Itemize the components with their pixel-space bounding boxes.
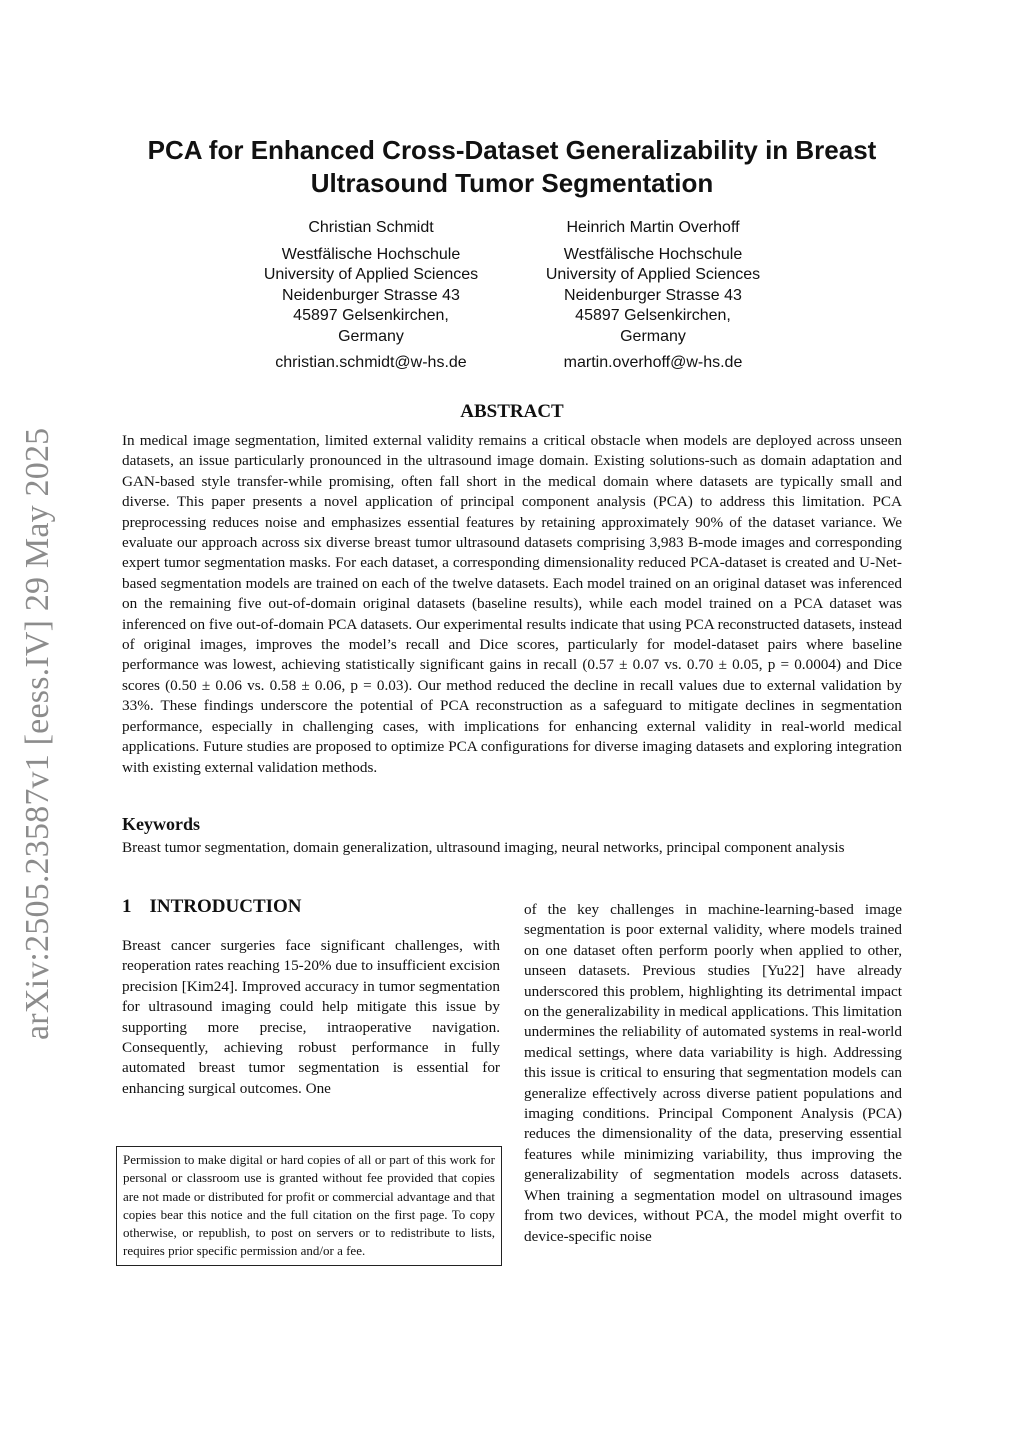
author-affiliation-line: University of Applied Sciences <box>545 266 761 283</box>
author-affiliation-line: University of Applied Sciences <box>263 266 479 283</box>
author-email: martin.overhoff@w-hs.de <box>563 354 743 371</box>
keywords-heading: Keywords <box>122 814 200 834</box>
author-affiliation-line: Germany <box>338 327 404 345</box>
author-email: christian.schmidt@w-hs.de <box>275 354 467 371</box>
section-heading-introduction <box>122 896 302 918</box>
arxiv-identifier-stamp: arXiv:2505.23587v1 [eess.IV] 29 May 2025 <box>19 427 56 1040</box>
abstract-text: In medical image segmentation, limited external validity remains a critical obstacle when models are deployed across unseen datasets, an issue particularly pronounced in the ultrasound image domain. Existing solutions-such as domain adaptation and GAN-based style transfer-while promising, often fall short in the medical domain where datasets are typically small and diverse. This paper presents a novel application of principal component analysis (PCA) to address this limitation. PCA preprocessing reduces noise and emphasizes essential features by retaining approximately 90% of the dataset variance. We evaluate our approach across six diverse breast tumor ultrasound datasets comprising 3,983 B-mode images and corresponding expert tumor segmentation masks. For each dataset, a corresponding dimensionality reduced PCA-dataset is created and U-Net-based segmentation models are trained on each of the twelve datasets. Each model trained on an original dataset was inferenced on the remaining five out-of-domain original datasets (baseline results), while each model trained on a PCA dataset was inferenced on five out-of-domain PCA datasets. Our experimental results indicate that using PCA reconstructed datasets, instead of original images, improves the model’s recall and Dice scores, particularly for model-dataset pairs where baseline performance was lowest, achieving statistically significant gains in recall (0.57 ± 0.07 vs. 0.70 ± 0.05, p = 0.0004) and Dice scores (0.50 ± 0.06 vs. 0.58 ± 0.06, p = 0.03). Our method reduced the decline in recall values due to external validation by 33%. These findings underscore the potential of PCA reconstruction as a safeguard to mitigate declines in segmentation performance, especially in challenging cases, with implications for enhancing external validity in real-world medical applications. Future studies are proposed to optimize PCA configurations for diverse imaging datasets and exploring integration with existing external validation methods. <box>122 432 902 776</box>
author-name: Christian Schmidt <box>308 219 434 236</box>
author-affiliation-line: 45897 Gelsenkirchen, <box>575 307 731 324</box>
author-affiliation-line: Neidenburger Strasse 43 <box>564 286 742 304</box>
author-affiliation-line: Westfälische Hochschule <box>563 245 743 263</box>
author-affiliation-line: Neidenburger Strasse 43 <box>282 286 460 304</box>
section-title: INTRODUCTION <box>149 896 302 917</box>
introduction-left-column: Breast cancer surgeries face significant challenges, with reoperation rates reaching 15-20% due to insufficient excision precision [Kim24]. Improved accuracy in tumor segmentation for ultrasound imaging could help mitigate this issue by supporting more precise, intraoperative navigation. Consequently, achieving robust performance in fully automated breast tumor segmentation is essential for enhancing surgical outcomes. One <box>122 937 501 1097</box>
paper-title: PCA for Enhanced Cross-Dataset Generalizability in Breast Ultrasound Tumor Segmentation <box>147 135 877 198</box>
author-name: Heinrich Martin Overhoff <box>566 219 740 236</box>
author-block-1 <box>231 218 511 374</box>
keywords-text: Breast tumor segmentation, domain generalization, ultrasound imaging, neural networks, principal component analysis <box>122 839 845 856</box>
author-affiliation-line: 45897 Gelsenkirchen, <box>293 307 449 324</box>
author-affiliation-line: Westfälische Hochschule <box>281 245 461 263</box>
introduction-right-column: of the key challenges in machine-learning-based image segmentation is poor external validity, where models trained on one dataset often perform poorly when applied to other, unseen datasets. Previous studies [Yu22] have already underscored this problem, highlighting its detrimental impact on the generalizability in medical applications. This limitation undermines the reliability of automated systems in real-world medical settings, where data variability is high. Addressing this issue is critical to ensuring that segmentation models can generalize effectively across diverse patient populations and imaging conditions. Principal Component Analysis (PCA) reduces the dimensionality of the data, preserving essential features while minimizing variability, thus improving the generalizability of segmentation models across datasets. When training a segmentation model on ultrasound images from two devices, without PCA, the model might overfit to device-specific noise <box>524 901 902 1245</box>
abstract-heading: ABSTRACT <box>460 401 564 422</box>
section-number: 1 <box>122 896 132 917</box>
author-block-2 <box>513 218 793 374</box>
author-affiliation-line: Germany <box>620 327 686 345</box>
permission-notice-box: Permission to make digital or hard copies of all or part of this work for personal or classroom use is granted without fee provided that copies are not made or distributed for profit or commercial advantage and that copies bear this notice and the full citation on the first page. To copy otherwise, or republish, to post on servers or to redistribute to lists, requires prior specific permission and/or a fee. <box>116 1146 502 1266</box>
